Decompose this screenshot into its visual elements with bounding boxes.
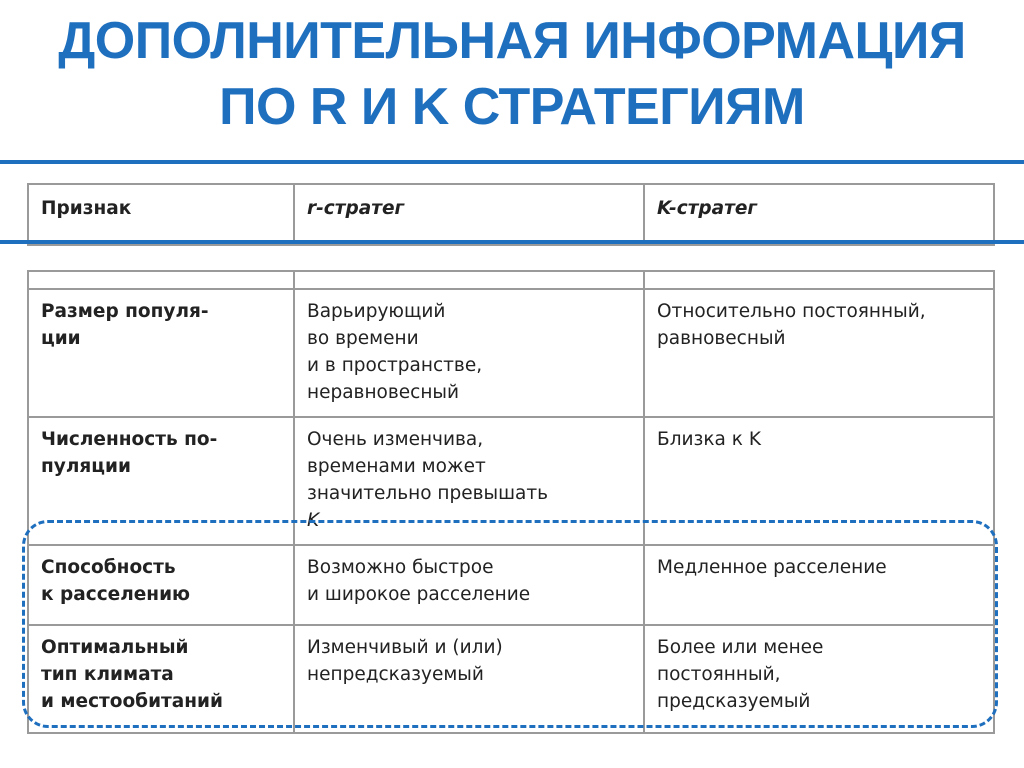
feature-line: к расселению bbox=[41, 584, 191, 605]
k-line: Относительно постоянный, bbox=[657, 301, 926, 322]
highlight-dashed-frame bbox=[22, 520, 998, 728]
r-line: и в пространстве, bbox=[307, 355, 483, 376]
r-line: Возможно быстрое bbox=[307, 557, 494, 578]
header-r-text: r-стратег bbox=[307, 198, 405, 219]
r-line: Изменчивый и (или) bbox=[307, 637, 503, 658]
feature-cell bbox=[28, 289, 294, 417]
feature-line: Численность по- bbox=[41, 429, 218, 450]
k-line: постоянный, bbox=[657, 664, 781, 685]
feature-line: тип климата bbox=[41, 664, 174, 685]
r-line: значительно превышать bbox=[307, 483, 549, 504]
r-line: Очень изменчива, bbox=[307, 429, 484, 450]
feature-line: Способность bbox=[41, 557, 176, 578]
r-line: неравновесный bbox=[307, 382, 460, 403]
table-header bbox=[27, 183, 995, 246]
top-divider bbox=[0, 160, 1024, 164]
gap-cell bbox=[294, 271, 644, 289]
gap-cell bbox=[644, 271, 994, 289]
title-line-2: ПО R И K СТРАТЕГИЯМ bbox=[219, 78, 805, 136]
k-line: Более или менее bbox=[657, 637, 824, 658]
r-line: временами может bbox=[307, 456, 486, 477]
title-line-1: ДОПОЛНИТЕЛЬНАЯ ИНФОРМАЦИЯ bbox=[58, 12, 966, 70]
r-cell bbox=[294, 289, 644, 417]
k-line: Медленное расселение bbox=[657, 557, 887, 578]
r-line: Варьирующий bbox=[307, 301, 446, 322]
header-r-strategist bbox=[294, 184, 644, 245]
r-line: и широкое расселение bbox=[307, 584, 531, 605]
r-line: K bbox=[307, 510, 320, 531]
k-line: Близка к K bbox=[657, 429, 761, 450]
header-divider bbox=[0, 240, 1024, 244]
page-title bbox=[0, 8, 1024, 140]
k-line: предсказуемый bbox=[657, 691, 811, 712]
gap-cell bbox=[28, 271, 294, 289]
r-line: непредсказуемый bbox=[307, 664, 484, 685]
table-row-population-size bbox=[28, 289, 994, 417]
header-row bbox=[28, 184, 994, 245]
k-line: равновесный bbox=[657, 328, 786, 349]
feature-line: и местообитаний bbox=[41, 691, 223, 712]
header-feature: Признак bbox=[28, 184, 294, 245]
header-k-text: K-стратег bbox=[657, 198, 758, 219]
feature-line: пуляции bbox=[41, 456, 131, 477]
feature-line: Размер популя- bbox=[41, 301, 209, 322]
feature-line: Оптимальный bbox=[41, 637, 189, 658]
table-gap-row bbox=[28, 271, 994, 289]
header-k-strategist bbox=[644, 184, 994, 245]
k-cell bbox=[644, 289, 994, 417]
r-line: во времени bbox=[307, 328, 419, 349]
feature-line: ции bbox=[41, 328, 81, 349]
